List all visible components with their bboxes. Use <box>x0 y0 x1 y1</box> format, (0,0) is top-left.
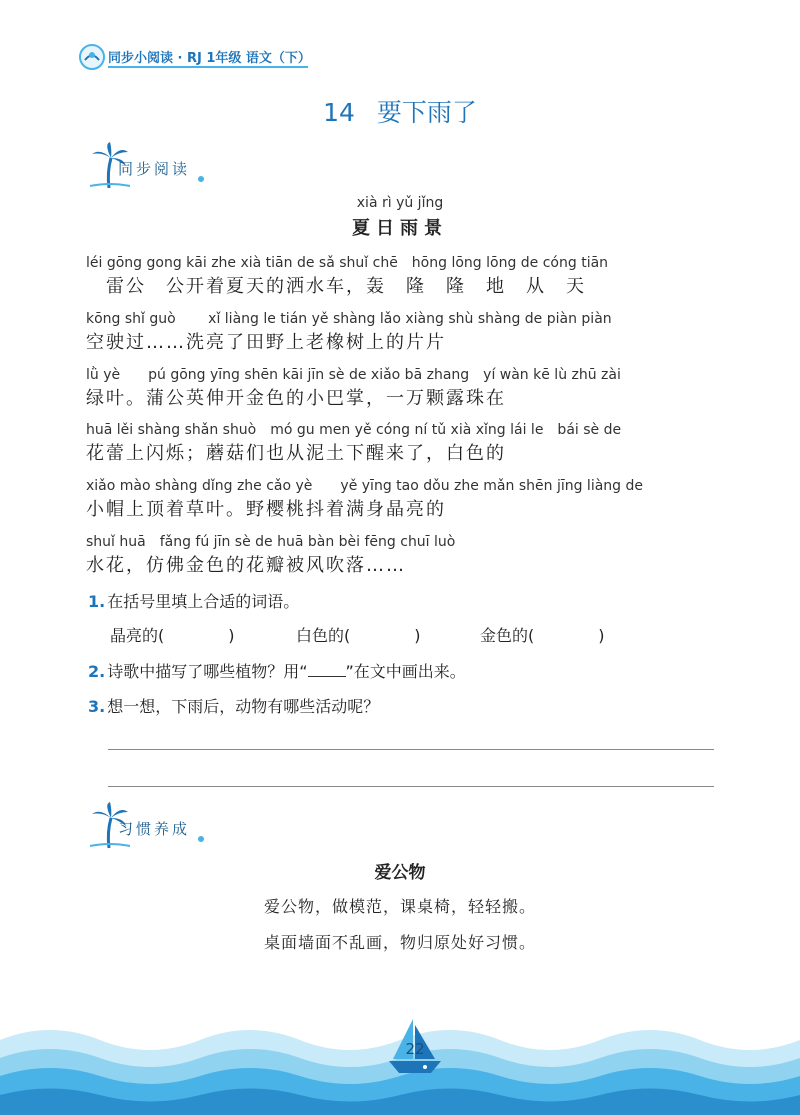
lesson-number: 14 <box>323 98 355 127</box>
header-rule <box>108 66 308 68</box>
habit-line: 桌面墙面不乱画，物归原处好习惯。 <box>263 933 536 952</box>
poem-pinyin-line: xiǎo mào shàng dǐng zhe cǎo yè yě yīng tao dǒu zhe mǎn shēn jīng liàng de <box>86 478 643 494</box>
decor-dot <box>198 836 204 842</box>
fill-blank-2[interactable]: 白色的( ) <box>296 626 421 645</box>
decor-dot <box>198 176 204 182</box>
poem-pinyin-line: huā lěi shàng shǎn shuò mó gu men yě cóng ní tǔ xià xǐng lái le bái sè de <box>86 422 622 438</box>
question-2 <box>88 659 466 682</box>
habit-title: 爱公物 <box>374 863 426 883</box>
answer-line[interactable] <box>108 749 714 750</box>
poem-text-line: 花蕾上闪烁；蘑菇们也从泥土下醒来了，白色的 <box>86 443 506 464</box>
poem-pinyin-line: kōng shǐ guò xǐ liàng le tián yě shàng lǎo xiàng shù shàng de piàn piàn <box>86 311 612 327</box>
page-number: 22 <box>405 1040 425 1058</box>
book-logo-icon <box>78 43 106 71</box>
question-number: 3. <box>88 697 106 716</box>
section-head-habit <box>90 802 230 852</box>
poem-pinyin-line: shuǐ huā fǎng fú jīn sè de huā bàn bèi fēng chuī luò <box>86 534 456 550</box>
question-text-after: ”在文中画出来。 <box>345 662 466 681</box>
underline-sample <box>308 662 346 677</box>
section-label: 同步阅读 <box>118 160 191 178</box>
question-text: 想一想，下雨后，动物有哪些活动呢？ <box>107 697 380 716</box>
question-3 <box>88 694 379 717</box>
header-series: 同步小阅读 · RJ 1年级 语文（下） <box>108 51 311 66</box>
section-head-reading <box>90 142 230 192</box>
question-number: 1. <box>88 592 106 611</box>
habit-line: 爱公物，做模范，课桌椅，轻轻搬。 <box>263 897 536 916</box>
question-text-before: 诗歌中描写了哪些植物？用“ <box>107 662 308 681</box>
poem-text-line: 小帽上顶着草叶。野樱桃抖着满身晶亮的 <box>86 499 446 520</box>
poem-text-line: 空驶过……洗亮了田野上老橡树上的片片 <box>86 332 446 353</box>
poem-pinyin-line: léi gōng gong kāi zhe xià tiān de sǎ shuǐ chē hōng lōng lōng de cóng tiān <box>86 255 609 271</box>
question-number: 2. <box>88 662 106 681</box>
fill-blank-1[interactable]: 晶亮的( ) <box>110 626 235 645</box>
running-header <box>78 40 311 72</box>
poem-pinyin-line: lǜ yè pú gōng yīng shēn kāi jīn sè de xiǎo bā zhang yí wàn kē lù zhū zài <box>86 367 621 383</box>
section-label: 习惯养成 <box>118 820 191 838</box>
question-1 <box>88 589 299 612</box>
poem-text-line: 水花，仿佛金色的花瓣被风吹落…… <box>86 555 406 576</box>
fill-blank-3[interactable]: 金色的( ) <box>480 626 605 645</box>
poem-text-line: 绿叶。蒲公英伸开金色的小巴掌，一万颗露珠在 <box>86 388 506 409</box>
lesson-title-text: 要下雨了 <box>376 98 477 127</box>
poem-text-line: 雷公 公开着夏天的洒水车，轰 隆 隆 地 从 天 <box>86 276 586 297</box>
question-text: 在括号里填上合适的词语。 <box>107 592 300 611</box>
lesson-title <box>0 93 800 129</box>
answer-line[interactable] <box>108 786 714 787</box>
poem-title: 夏日雨景 <box>352 218 448 239</box>
poem-title-pinyin: xià rì yǔ jǐng <box>356 195 444 211</box>
